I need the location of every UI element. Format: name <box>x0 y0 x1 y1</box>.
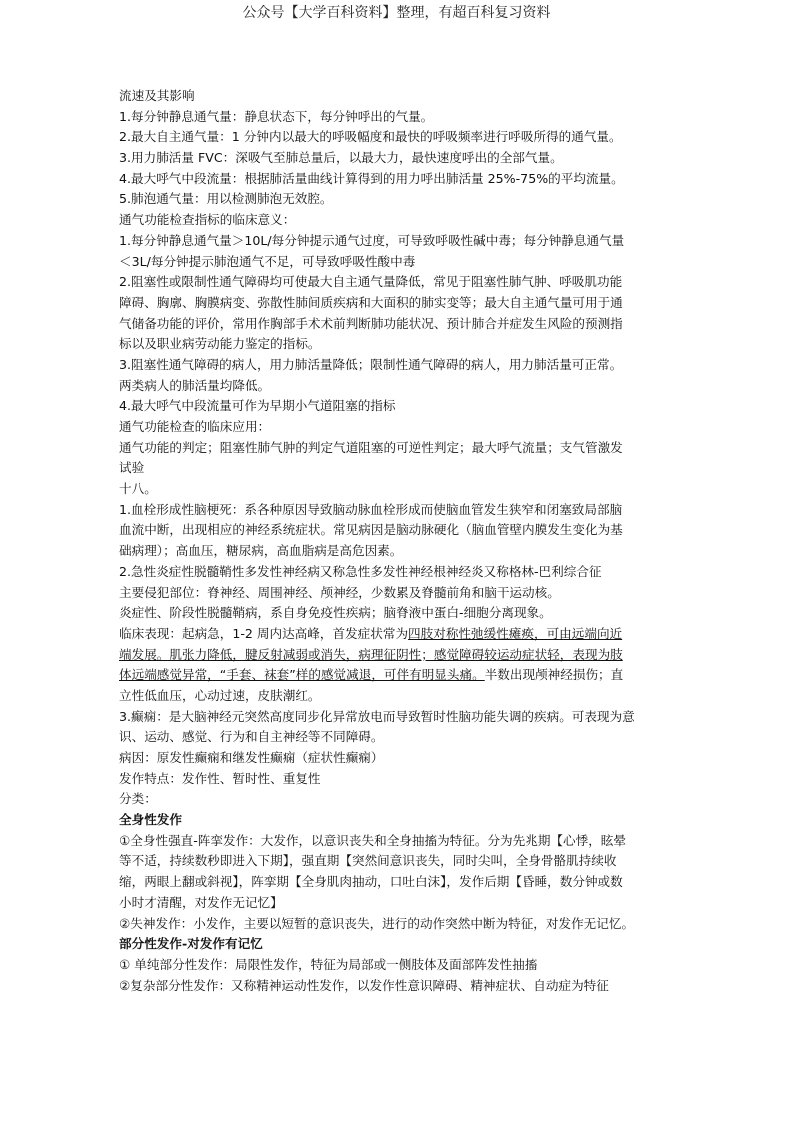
text-line: ① 单纯部分性发作：局限性发作，特征为局部或一侧肢体及面部阵发性抽搐 <box>119 956 538 972</box>
text-line: 试验 <box>119 460 145 476</box>
text-line: 立性低血压，心动过速，皮肤潮红。 <box>119 687 321 703</box>
text-line: 1.每分钟静息通气量＞10L/每分钟提示通气过度，可导致呼吸性碱中毒；每分钟静息通气量 <box>119 232 625 248</box>
text-line: 通气功能的判定；阻塞性肺气肿的判定气道阻塞的可逆性判定；最大呼气流量；支气管激发 <box>119 439 623 455</box>
text-line: 2.阻塞性或限制性通气障碍均可使最大自主通气量降低，常见于阻塞性肺气肿、呼吸肌功能 <box>119 274 623 290</box>
text-line: 2.急性炎症性脱髓鞘性多发性神经病又称急性多发性神经根神经炎又称格林-巴利综合征 <box>119 563 602 579</box>
text-line: 等不适，持续数秒即进入下期】，强直期【突然间意识丧失，同时尖叫，全身骨骼肌持续收 <box>119 853 617 869</box>
text-line <box>119 665 681 686</box>
underlined-text: 端发展。肌张力降低，腱反射减弱或消失，病理征阴性；感觉障碍较运动症状轻，表现为肢 <box>119 646 623 662</box>
text-line: 气储备功能的评价，常用作胸部手术术前判断肺功能状况、预计肺合并症发生风险的预测指 <box>119 315 623 331</box>
text-line: 5.肺泡通气量：用以检测肺泡无效腔。 <box>119 191 333 207</box>
text-line: 标以及职业病劳动能力鉴定的指标。 <box>119 336 321 352</box>
text-line: 1.每分钟静息通气量：静息状态下，每分钟呼出的气量。 <box>119 108 434 124</box>
text-line: 主要侵犯部位：脊神经、周围神经、颅神经，少数累及脊髓前角和脑干运动核。 <box>119 584 560 600</box>
text-line: 炎症性、阶段性脱髓鞘病，系自身免疫性疾病；脑脊液中蛋白-细胞分离现象。 <box>119 605 552 621</box>
underlined-text: 四肢对称性弛缓性瘫痪，可由远端向近 <box>408 625 623 641</box>
text-line: 2.最大自主通气量：1 分钟内以最大的呼吸幅度和最快的呼吸频率进行呼吸所得的通气量。 <box>119 129 622 145</box>
bold-heading: 部分性发作-对发作有记忆 <box>119 936 263 952</box>
text-line: 3.用力肺活量 FVC：深吸气至肺总量后，以最大力，最快速度呼出的全部气量。 <box>119 150 563 166</box>
text-line: 发作特点：发作性、暂时性、重复性 <box>119 770 321 786</box>
underlined-text: 体远端感觉异常，“手套、袜套”样的感觉减退，可伴有明显头痛。 <box>119 667 485 683</box>
text-segment: 半数出现颅神经损伤；直 <box>484 667 624 683</box>
text-line: 1.血栓形成性脑梗死：系各种原因导致脑动脉血栓形成而使脑血管发生狭窄和闭塞致局部脑 <box>119 501 623 517</box>
text-line: 3.阻塞性通气障碍的病人，用力肺活量降低；限制性通气障碍的病人，用力肺活量可正常。 <box>119 356 623 372</box>
text-line: 血流中断，出现相应的神经系统症状。常见病因是脑动脉硬化（脑血管壁内膜发生变化为基 <box>119 522 623 538</box>
text-line: 流速及其影响 <box>119 88 195 103</box>
text-line: 小时才清醒，对发作无记忆】 <box>119 894 283 910</box>
section-heading: 通气功能检查的临床应用： <box>119 419 271 434</box>
text-line: ＜3L/每分钟提示肺泡通气不足，可导致呼吸性酸中毒 <box>119 253 416 269</box>
document-body <box>119 86 681 996</box>
text-line: 4.最大呼气中段流量可作为早期小气道阻塞的指标 <box>119 398 396 414</box>
text-line: 分类： <box>119 791 157 807</box>
page-header: 公众号【大学百科资料】整理，有超百科复习资料 <box>242 5 551 21</box>
text-line: ②失神发作：小发作，主要以短暂的意识丧失，进行的动作突然中断为特征，对发作无记忆。 <box>119 915 635 931</box>
section-heading: 通气功能检查指标的临床意义： <box>119 212 296 228</box>
text-segment: 临床表现：起病急，1-2 周内达高峰，首发症状常为 <box>119 625 409 641</box>
text-line: ②复杂部分性发作：又称精神运动性发作，以发作性意识障碍、精神症状、自动症为特征 <box>119 977 609 993</box>
text-line: 4.最大呼气中段流量：根据肺活量曲线计算得到的用力呼出肺活量 25%-75%的平均流量。 <box>119 170 624 186</box>
section-number: 十八。 <box>119 481 157 497</box>
bold-heading: 全身性发作 <box>119 812 182 828</box>
text-line: 3.癫痫：是大脑神经元突然高度同步化异常放电而导致暂时性脑功能失调的疾病。可表现为意 <box>119 708 635 724</box>
text-line: 障碍、胸廓、胸膜病变、弥散性肺间质疾病和大面积的肺实变等；最大自主通气量可用于通 <box>119 294 623 310</box>
text-line: 病因：原发性癫痫和继发性癫痫（症状性癫痫） <box>119 750 384 765</box>
text-line <box>119 645 681 666</box>
text-line: 础病理）；高血压，糖尿病，高血脂病是高危因素。 <box>119 543 403 559</box>
text-line: 缩，两眼上翻或斜视】，阵挛期【全身肌肉抽动，口吐白沫】，发作后期【昏睡，数分钟或数 <box>119 874 623 890</box>
text-line: 两类病人的肺活量均降低。 <box>119 377 271 393</box>
text-line <box>119 624 681 645</box>
text-line: ①全身性强直-阵挛发作：大发作，以意识丧失和全身抽搐为特征。分为先兆期【心悸，眩晕 <box>119 832 626 848</box>
text-line: 识、运动、感觉、行为和自主神经等不同障碍。 <box>119 729 384 745</box>
